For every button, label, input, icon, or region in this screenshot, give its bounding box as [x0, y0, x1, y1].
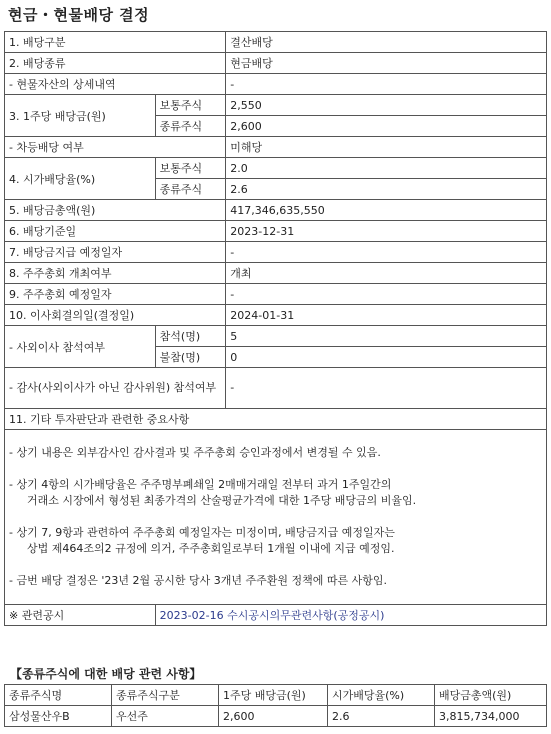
dividend-table [4, 31, 547, 626]
table-row [5, 95, 547, 116]
note-line: 상법 제464조의2 규정에 의거, 주주총회일로부터 1개월 이내에 지급 예정임. [27, 542, 395, 555]
row-value: - [226, 284, 547, 305]
row-value: 개최 [226, 263, 547, 284]
row-label: 1. 배당구분 [5, 32, 226, 53]
preferred-stock-table [4, 684, 547, 727]
table-row [5, 706, 547, 727]
table-row [5, 326, 547, 347]
row-label: - 현물자산의 상세내역 [5, 74, 226, 95]
table-row [5, 605, 547, 626]
table-row [5, 200, 547, 221]
row-label: - 감사(사외이사가 아닌 감사위원) 참석여부 [5, 368, 226, 409]
row-value: 현금배당 [226, 53, 547, 74]
row-label: 11. 기타 투자판단과 관련한 중요사항 [5, 409, 547, 430]
note-line: - 상기 내용은 외부감사인 감사결과 및 주주총회 승인과정에서 변경될 수 있음. [9, 446, 381, 459]
table-cell: 2,600 [219, 706, 328, 727]
section-title: 【종류주식에 대한 배당 관련 사항】 [10, 667, 202, 681]
row-value: 2.6 [226, 179, 547, 200]
sub-label: 보통주식 [155, 95, 226, 116]
note-line: - 금번 배당 결정은 '23년 2월 공시한 당사 3개년 주주환원 정책에 따른 사항임. [9, 574, 387, 587]
column-header: 배당금총액(원) [435, 685, 547, 706]
table-cell: 삼성물산우B [5, 706, 112, 727]
table-cell: 3,815,734,000 [435, 706, 547, 727]
column-header: 1주당 배당금(원) [219, 685, 328, 706]
row-label: 10. 이사회결의일(결정일) [5, 305, 226, 326]
row-label: ※ 관련공시 [5, 605, 156, 626]
row-value: 2,600 [226, 116, 547, 137]
row-label: 7. 배당금지급 예정일자 [5, 242, 226, 263]
row-value: 2023-12-31 [226, 221, 547, 242]
table-row [5, 221, 547, 242]
note-line: - 상기 7, 9항과 관련하여 주주총회 예정일자는 미정이며, 배당금지급 예정일자는 [9, 526, 395, 539]
row-value: 미해당 [226, 137, 547, 158]
row-value: 417,346,635,550 [226, 200, 547, 221]
table-row [5, 137, 547, 158]
table-row [5, 368, 547, 409]
row-value: - [226, 74, 547, 95]
sub-label: 참석(명) [155, 326, 226, 347]
row-label: - 사외이사 참석여부 [5, 326, 156, 368]
row-label: 5. 배당금총액(원) [5, 200, 226, 221]
table-header-row [5, 685, 547, 706]
table-row [5, 242, 547, 263]
row-value: 2024-01-31 [226, 305, 547, 326]
row-value: 2,550 [226, 95, 547, 116]
sub-label: 종류주식 [155, 179, 226, 200]
table-row [5, 409, 547, 430]
row-label: 2. 배당종류 [5, 53, 226, 74]
column-header: 종류주식구분 [112, 685, 219, 706]
table-row [5, 53, 547, 74]
note-line: 거래소 시장에서 형성된 최종가격의 산술평균가격에 대한 1주당 배당금의 비율임. [27, 494, 417, 507]
row-value: 2.0 [226, 158, 547, 179]
related-disclosure-link[interactable]: 2023-02-16 수시공시의무관련사항(공정공시) [155, 605, 546, 626]
row-value: 5 [226, 326, 547, 347]
row-label: 6. 배당기준일 [5, 221, 226, 242]
column-header: 종류주식명 [5, 685, 112, 706]
row-value: - [226, 242, 547, 263]
notes-cell [5, 430, 547, 605]
row-label: 8. 주주총회 개최여부 [5, 263, 226, 284]
column-header: 시가배당율(%) [328, 685, 435, 706]
row-label: - 차등배당 여부 [5, 137, 226, 158]
sub-label: 보통주식 [155, 158, 226, 179]
table-row [5, 430, 547, 605]
sub-label: 종류주식 [155, 116, 226, 137]
row-value: 결산배당 [226, 32, 547, 53]
row-label: 4. 시가배당율(%) [5, 158, 156, 200]
row-value: 0 [226, 347, 547, 368]
table-row [5, 284, 547, 305]
note-line: - 상기 4항의 시가배당율은 주주명부폐쇄일 2매매거래일 전부터 과거 1주일간의 [9, 478, 392, 491]
table-cell: 우선주 [112, 706, 219, 727]
table-cell: 2.6 [328, 706, 435, 727]
row-value: - [226, 368, 547, 409]
sub-label: 불참(명) [155, 347, 226, 368]
table-row [5, 32, 547, 53]
page-title: 현금・현물배당 결정 [8, 6, 150, 24]
table-row [5, 74, 547, 95]
table-row [5, 263, 547, 284]
row-label: 9. 주주총회 예정일자 [5, 284, 226, 305]
table-row [5, 305, 547, 326]
table-row [5, 158, 547, 179]
row-label: 3. 1주당 배당금(원) [5, 95, 156, 137]
